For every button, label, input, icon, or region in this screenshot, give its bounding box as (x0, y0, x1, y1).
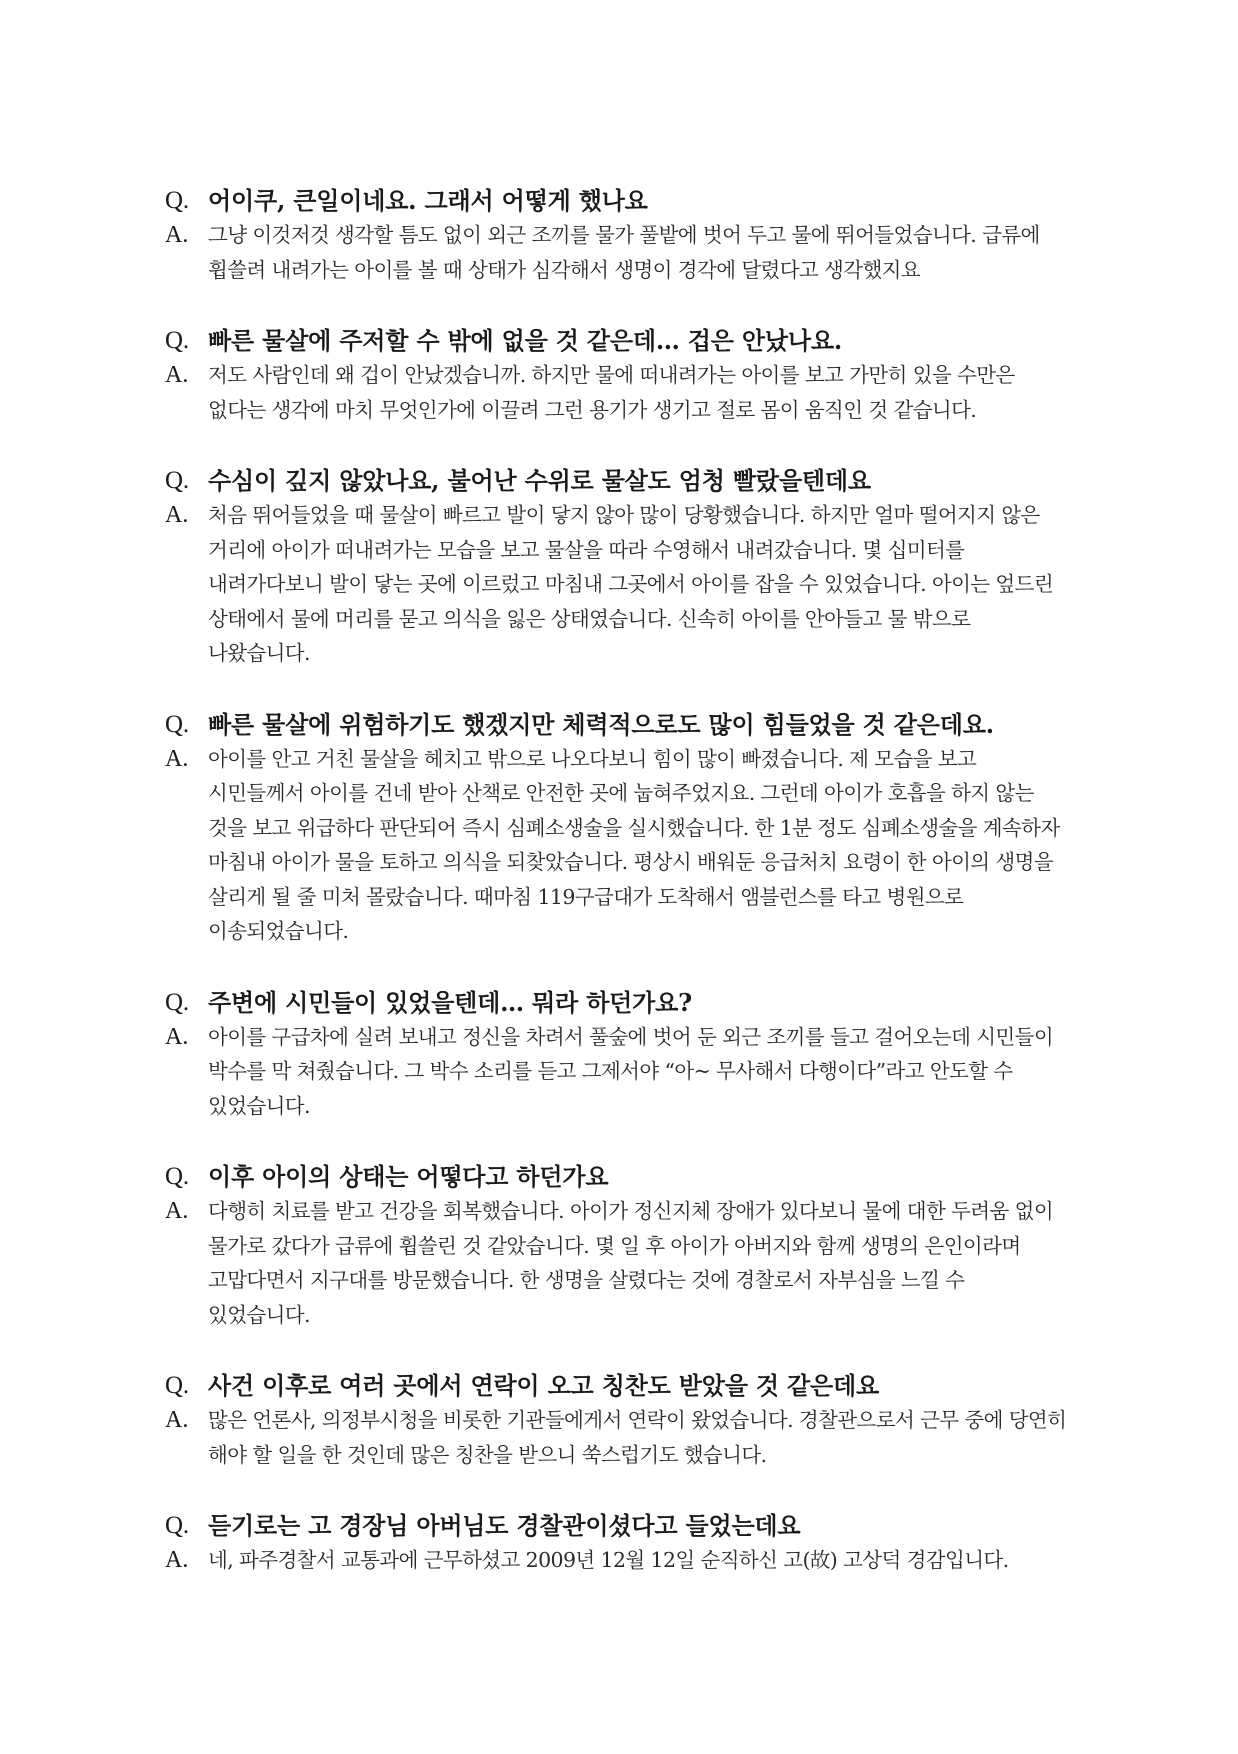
answer (165, 1543, 1070, 1578)
answer (165, 742, 1070, 949)
question (165, 708, 1070, 742)
answer-text: 아이를 안고 거친 물살을 헤치고 밖으로 나오다보니 힘이 많이 빠졌습니다. 제 모습을 보고 시민들께서 아이를 건네 받아 산책로 안전한 곳에 눕혀주었지요. 그런데 아이가 호흡을 하지 않는 것을 보고 위급하다 판단되어 즉시 심폐소생술을 실시했습니다. 한 1분 정도 심폐소생술을 계속하자 마침내 아이가 물을 토하고 의식을 되찾았습니다. 평상시 배워둔 응급처치 요령이 한 아이의 생명을 살리게 될 줄 미처 몰랐습니다. 때마침 119구급대가 도착해서 앰블런스를 타고 병원으로 이송되었습니다. (208, 746, 1060, 943)
question (165, 986, 1070, 1020)
question-prefix: Q. (165, 1163, 189, 1190)
answer (165, 1403, 1070, 1472)
qa-item-7 (165, 1369, 1070, 1472)
answer (165, 498, 1070, 671)
answer (165, 1194, 1070, 1332)
question-text: 어이쿠, 큰일이네요. 그래서 어떻게 했나요 (208, 186, 648, 215)
answer (165, 218, 1070, 287)
interview-page (165, 184, 1070, 1578)
question (165, 1160, 1070, 1194)
question (165, 1369, 1070, 1403)
question-text: 빠른 물살에 위험하기도 했겠지만 체력적으로도 많이 힘들었을 것 같은데요. (208, 709, 994, 739)
answer-text: 아이를 구급차에 실려 보내고 정신을 차려서 풀숲에 벗어 둔 외근 조끼를 들고 걸어오는데 시민들이 박수를 막 쳐줬습니다. 그 박수 소리를 듣고 그제서야 “아~ 무사해서 다행이다”라고 안도할 수 있었습니다. (208, 1024, 1054, 1118)
question-text: 사건 이후로 여러 곳에서 연락이 오고 칭찬도 받았을 것 같은데요 (208, 1371, 879, 1400)
answer-text: 많은 언론사, 의정부시청을 비롯한 기관들에게서 연락이 왔었습니다. 경찰관으로서 근무 중에 당연히 해야 할 일을 한 것인데 많은 칭찬을 받으니 쑥스럽기도 했습니다. (208, 1408, 1067, 1467)
answer-prefix: A. (165, 745, 189, 772)
question (165, 1509, 1070, 1543)
question-prefix: Q. (165, 187, 189, 214)
answer-prefix: A. (165, 502, 189, 528)
question-text: 빠른 물살에 주저할 수 밖에 없을 것 같은데… 겁은 안났나요. (208, 326, 842, 355)
answer (165, 358, 1070, 427)
question-prefix: Q. (165, 467, 189, 494)
question-text: 듣기로는 고 경장님 아버님도 경찰관이셨다고 들었는데요 (208, 1511, 801, 1540)
answer-prefix: A. (165, 1407, 189, 1433)
answer-prefix: A. (165, 1547, 189, 1573)
question (165, 464, 1070, 498)
question (165, 184, 1070, 218)
question-prefix: Q. (165, 710, 189, 738)
answer-prefix: A. (165, 362, 189, 388)
answer (165, 1020, 1070, 1124)
question-prefix: Q. (165, 988, 189, 1016)
qa-item-2 (165, 324, 1070, 427)
answer-text: 다행히 치료를 받고 건강을 회복했습니다. 아이가 정신지체 장애가 있다보니 물에 대한 두려움 없이 물가로 갔다가 급류에 휩쓸린 것 같았습니다. 몇 일 후 아이가 아버지와 함께 생명의 은인이라며 고맙다면서 지구대를 방문했습니다. 한 생명을 살렸다는 것에 경찰로서 자부심을 느낄 수 있었습니다. (208, 1199, 1054, 1327)
answer-text: 처음 뛰어들었을 때 물살이 빠르고 발이 닿지 않아 많이 당황했습니다. 하지만 얼마 떨어지지 않은 거리에 아이가 떠내려가는 모습을 보고 물살을 따라 수영해서 내려갔습니다. 몇 십미터를 내려가다보니 발이 닿는 곳에 이르렀고 마침내 그곳에서 아이를 잡을 수 있었습니다. 아이는 엎드린 상태에서 물에 머리를 묻고 의식을 잃은 상태였습니다. 신속히 아이를 안아들고 물 밖으로 나왔습니다. (208, 503, 1054, 665)
question (165, 324, 1070, 358)
qa-item-8 (165, 1509, 1070, 1578)
qa-item-6 (165, 1160, 1070, 1332)
answer-prefix: A. (165, 222, 189, 248)
qa-item-3 (165, 464, 1070, 671)
answer-text: 네, 파주경찰서 교통과에 근무하셨고 2009년 12월 12일 순직하신 고(故) 고상덕 경감입니다. (208, 1548, 1009, 1572)
question-text: 주변에 시민들이 있었을텐데… 뭐라 하던가요? (208, 987, 692, 1017)
question-prefix: Q. (165, 1372, 189, 1399)
answer-prefix: A. (165, 1023, 189, 1050)
question-text: 이후 아이의 상태는 어떻다고 하던가요 (208, 1162, 609, 1191)
answer-text: 그냥 이것저것 생각할 틈도 없이 외근 조끼를 물가 풀밭에 벗어 두고 물에 뛰어들었습니다. 급류에 휩쓸려 내려가는 아이를 볼 때 상태가 심각해서 생명이 경각에 달렸다고 생각했지요 (208, 223, 1040, 282)
qa-item-5 (165, 986, 1070, 1124)
qa-item-1 (165, 184, 1070, 287)
question-prefix: Q. (165, 327, 189, 354)
answer-prefix: A. (165, 1198, 189, 1224)
question-text: 수심이 깊지 않았나요, 불어난 수위로 물살도 엄청 빨랐을텐데요 (208, 466, 871, 495)
qa-item-4 (165, 708, 1070, 949)
question-prefix: Q. (165, 1512, 189, 1539)
answer-text: 저도 사람인데 왜 겁이 안났겠습니까. 하지만 물에 떠내려가는 아이를 보고 가만히 있을 수만은 없다는 생각에 마치 무엇인가에 이끌려 그런 용기가 생기고 절로 몸이 움직인 것 같습니다. (208, 363, 1015, 422)
